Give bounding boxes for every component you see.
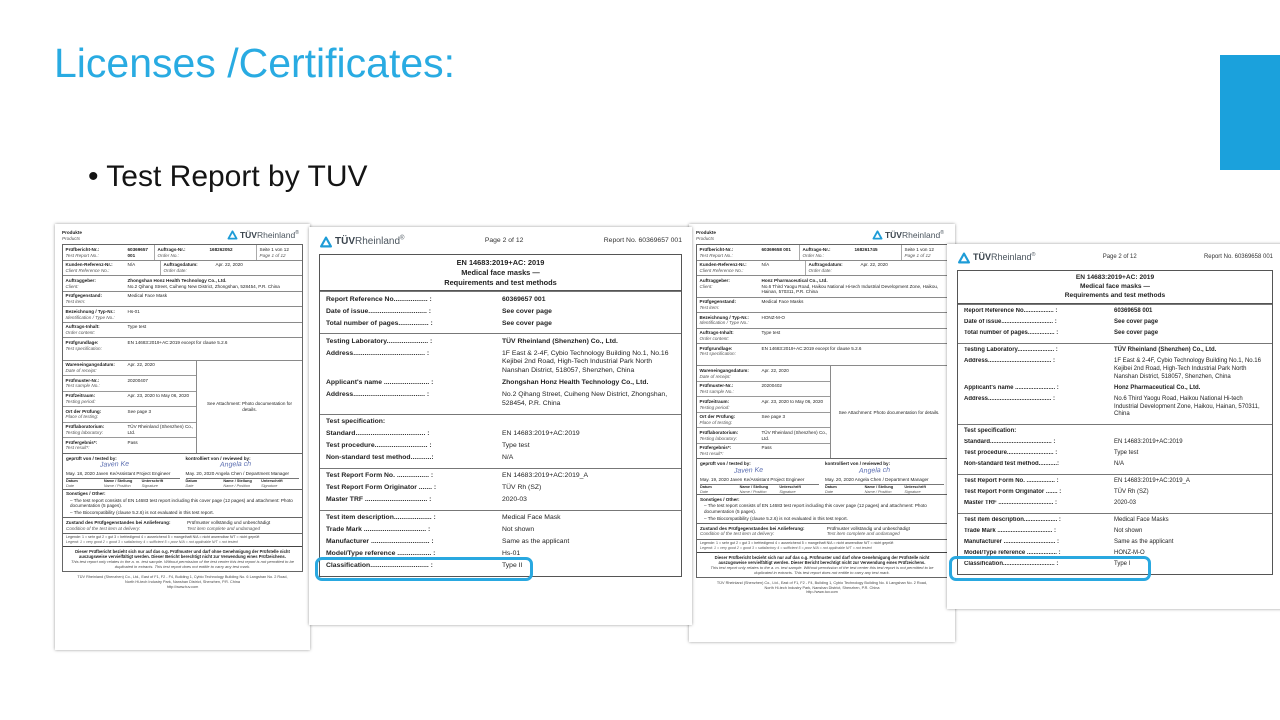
receipt-date-value: Apr. 22, 2020 xyxy=(761,367,789,373)
produkte-label: Produkte Products xyxy=(62,230,82,241)
table-row: Bezeichnung / Typ-Nr.: Identification / Type No.: HONZ-M-O xyxy=(697,312,947,327)
cover-table xyxy=(62,244,303,572)
disclaimer-section: Dieser Prüfbericht bezieht sich nur auf das o.g. Prüfmuster und darf ohne Genehmigung der Prüfstelle nicht auszugsweise vervielfältigt werden. Dieser Bericht berechtigt nicht zur Verwendung eines Prüfzeichens. This test report only relates to the a. m. test sample. Without permission of the test center this test report is not permitted to be duplicated in extracts. This test report does not entitle to carry any test mark. xyxy=(63,546,302,572)
reviewed-signature: Angela ch xyxy=(219,461,251,470)
other-section: Sonstiges / Other: – The test report consists of EN 14683 test report including this cover page (12 pages) and attachment: Photo documentation (5 pages). – The Biocompatibility (clause 5.2.6) is not evaluated in this test report. xyxy=(697,494,947,523)
applicant-address-value: No.2 Qihang Street, Cuiheng New District, Zhongshan, 528454, P.R. China xyxy=(502,391,668,408)
result-value: Pass xyxy=(127,439,138,445)
test-item-value: Medical Face Mask xyxy=(127,293,168,299)
tuv-rheinland-logo: TÜVRheinland® xyxy=(872,230,944,241)
nonstd-value: N/A xyxy=(1114,461,1125,468)
table-row: Auftrags-Inhalt: Order content: Type test xyxy=(697,328,947,343)
reference-group: Report Reference No.................. : 60369657 001 Date of issue............................... : See cover page Total number of pages................ : See cover page xyxy=(320,291,681,333)
result-value: Pass xyxy=(761,445,772,451)
total-pages-value: See cover page xyxy=(502,319,552,327)
laboratory-group: Testing Laboratory...................... : TÜV Rheinland (Shenzhen) Co., Ltd. Address...................................... : 1F East & 2-4F, Cybio Technology Building No.1, No.16 Kejibei 2nd Road, High-Tech Industrial Park North Nanshan District, 518057, Shenzhen, China Applicant's name ........................ : Honz Pharmaceutical Co., Ltd. Address...................................... : No.6 Third Yaogu Road, Haikou National Hi-tech Industrial Development Zone, Haikou, Hainan, 570311, China xyxy=(958,343,1272,424)
type-no-value: HONZ-M-O xyxy=(761,314,785,320)
procedure-value: Type test xyxy=(1114,450,1139,457)
receipt-date-value: Apr. 22, 2020 xyxy=(127,362,155,368)
classification-value: Type I xyxy=(1114,561,1131,568)
tuv-triangle-icon xyxy=(872,230,883,240)
lab-value: TÜV Rheinland (Shenzhen) Co., Ltd. xyxy=(127,424,194,435)
cover-header xyxy=(696,230,948,241)
reviewed-line: May. 20, 2020 Angela Chen / Department Manager xyxy=(825,477,929,483)
form-group: Test Report Form No. ................. : EN 14683:2019+AC:2019_A Test Report Form Originator ....... : TÜV Rh (SZ) Master TRF ................................. : 2020-03 xyxy=(320,468,681,510)
model-ref-value: HONZ-M-O xyxy=(1114,550,1145,557)
item-desc-value: Medical Face Masks xyxy=(1114,517,1169,524)
client-address: No.2 Qihang Street, Cuiheng New District, Zhongshan, 528454, P.R. China xyxy=(127,283,280,289)
test-spec-group: Test specification: Standard..................................... : EN 14683:2019+AC:2019 Test procedure............................ : Type test Non-standard test method...........: N/A xyxy=(320,414,681,468)
tested-line: May. 19, 2020 Javen Ke/Assistant Project Engineer xyxy=(700,477,805,483)
tuv-test-report-page2 xyxy=(947,244,1280,609)
manufacturer-value: Same as the applicant xyxy=(502,538,570,546)
form-no-value: EN 14683:2019+AC:2019_A xyxy=(1114,478,1190,485)
tested-signature: Javen Ke xyxy=(733,466,764,475)
client-name: Honz Pharmaceutical Co., Ltd. xyxy=(761,277,828,283)
tuv-test-report-cover-page xyxy=(689,224,955,642)
cover-table xyxy=(696,244,948,578)
master-trf-value: 2020-03 xyxy=(502,496,527,504)
laboratory-group: Testing Laboratory...................... : TÜV Rheinland (Shenzhen) Co., Ltd. Address...................................... : 1F East & 2-4F, Cybio Technology Building No.1, No.16 Kejibei 2nd Road, High-Tech Industrial Park North Nanshan District, 518057, Shenzhen, China Applicant's name ........................ : Zhongshan Honz Health Technology Co., Ltd. Address...................................... : No.2 Qihang Street, Cuiheng New District, Zhongshan, 528454, P.R. China xyxy=(320,333,681,414)
standard-value: EN 14683:2019+AC:2019 xyxy=(1114,439,1183,446)
condition-section: Zustand des Prüfgegenstandes bei Anlieferung: Condition of the test item at delivery: Prüfmuster vollständig und unbeschädigt Test item complete and undamaged xyxy=(63,517,302,532)
classification-row: Classification............................... : Type II xyxy=(320,561,681,573)
master-trf-value: 2020-03 xyxy=(1114,500,1137,507)
client-address: No.6 Third Yaogu Road, Haikou National Hi-tech Industrial Development Zone, Haikou, Hainan, 570311, P.R. China xyxy=(761,283,939,295)
order-date-value: Apr. 22, 2020 xyxy=(860,262,888,268)
model-ref-value: Hs-01 xyxy=(502,550,521,558)
order-content-value: Type test xyxy=(127,324,147,330)
tuv-triangle-icon xyxy=(957,252,971,264)
trademark-value: Not shown xyxy=(1114,528,1143,535)
order-no-value: 168261745 xyxy=(854,246,878,252)
spacer xyxy=(63,353,302,360)
lab-value: TÜV Rheinland (Shenzhen) Co., Ltd. xyxy=(1114,347,1217,354)
item-group: Test item description.................... : Medical Face Masks Trade Mark ................................. : Not shown Manufacturer ............................... : Same as the applicant Model/Type reference .................. : HONZ-M-O Classification............................... : Type I xyxy=(958,513,1272,574)
standard-value: EN 14683:2019+AC:2019 xyxy=(502,430,580,438)
receipt-block: Wareneingangsdatum: Date of receipt: Apr. 22, 2020 Prüfmuster-Nr.: Test sample No.: 20200407 Prüfzeitraum: Testing period: Apr. 23, 2020 to May 06, 2020 Ort der Prüfung: Place of testing: See page 3 Prüflaboratorium: Testing laboratory: TÜV Rheinland (Shenzhen) Co., Ltd. Prüfergebnis*: Test result*: Pass See Attachment: Photo documentation for details. xyxy=(63,360,302,453)
cover-header xyxy=(62,230,303,241)
tuv-test-report-cover-page xyxy=(55,224,310,650)
legend-section: Legende: 1 = sehr gut 2 = gut 3 = befriedigend 4 = ausreichend 5 = mangelhaft N/A = nicht anwendbar N/T = nicht geprüft Legend: 1 = very good 2 = good 3 = satisfactory 4 = sufficient 5 = poor N/A = not applicable N/T = not tested xyxy=(697,539,947,552)
cover-footer: TÜV Rheinland (Shenzhen) Co., Ltd., East of F1, F2 - F4, Building 1, Cybio Technology Building No. 6 Langshan No. 2 Road, North Hi-tech Industry Park, Nanshan District, Shenzhen, P.R. China http://www.tuv.com xyxy=(77,574,288,589)
originator-value: TÜV Rh (SZ) xyxy=(1114,489,1149,496)
table-row: Prüfgrundlage: Test specification: EN 14683:2019+AC:2019 except for clause 5.2.6 xyxy=(697,343,947,358)
page-title: Licenses /Certificates: xyxy=(54,40,456,86)
place-value: See page 3 xyxy=(127,408,152,414)
page2-header xyxy=(319,235,682,248)
report-ref-value: 60369658 001 xyxy=(1114,308,1153,315)
report-number: Report No. 60369657 001 xyxy=(603,237,682,245)
report-number: Report No. 60369658 001 xyxy=(1203,254,1273,261)
table-row: Auftraggeber: Client: Zhongshan Honz Health Technology Co., Ltd. No.2 Qihang Street, Cuiheng New District, Zhongshan, 528454, P.R. China xyxy=(63,275,302,290)
tuv-triangle-icon xyxy=(227,230,238,240)
table-row: Prüfgrundlage: Test specification: EN 14683:2019+AC:2019 except for clause 5.2.6 xyxy=(63,337,302,352)
spacer xyxy=(697,358,947,365)
order-date-value: Apr. 22, 2020 xyxy=(215,262,243,268)
table-row: Prüfbericht-Nr.: Test Report No.: 60369657 001 Auftrags-Nr.: Order No.: 168262052 Seite 1 von 12 Page 1 of 12 xyxy=(63,245,302,259)
bullet-item: • Test Report by TUV xyxy=(88,160,368,193)
lab-value: TÜV Rheinland (Shenzhen) Co., Ltd. xyxy=(761,429,828,441)
receipt-block: Wareneingangsdatum: Date of receipt: Apr. 22, 2020 Prüfmuster-Nr.: Test sample No.: 20200402 Prüfzeitraum: Testing period: Apr. 23, 2020 to May 06, 2020 Ort der Prüfung: Place of testing: See page 3 Prüflaboratorium: Testing laboratory: TÜV Rheinland (Shenzhen) Co., Ltd. Prüfergebnis*: Test result*: Pass See Attachment: Photo documentation for details. xyxy=(697,365,947,458)
test-item-value: Medical Face Masks xyxy=(761,299,804,305)
disclaimer-section: Dieser Prüfbericht bezieht sich nur auf das o.g. Prüfmuster und darf ohne Genehmigung der Prüfstelle nicht auszugsweise vervielfältigt werden. Dieser Bericht berechtigt nicht zur Verwendung eines Prüfzeichens. This test report only relates to the a. m. test sample. Without permission of the test center this test report is not permitted to be duplicated in extracts. This test report does not entitle to carry any test mark. xyxy=(697,552,947,578)
tuv-rheinland-logo: TÜVRheinland® xyxy=(319,235,404,248)
lab-address-value: 1F East & 2-4F, Cybio Technology Building No.1, No.16 Kejibei 2nd Road, High-Tech Industrial Park North Nanshan District, 518057, Shenzhen, China xyxy=(502,349,669,375)
classification-row: Classification............................... : Type I xyxy=(958,560,1272,571)
standard-title: EN 14683:2019+AC: 2019 Medical face masks — Requirements and test methods xyxy=(958,271,1272,304)
type-no-value: Hs-01 xyxy=(127,308,140,314)
table-row: Auftrags-Inhalt: Order content: Type test xyxy=(63,322,302,337)
test-spec-value: EN 14683:2019+AC:2019 except for clause 5.2.6 xyxy=(127,339,228,345)
report-no-value: 60369658 001 xyxy=(761,246,791,252)
reviewed-signature: Angela ch xyxy=(858,466,891,475)
trademark-value: Not shown xyxy=(502,526,535,534)
reference-group: Report Reference No.................. : 60369658 001 Date of issue............................... : See cover page Total number of pages................ : See cover page xyxy=(958,304,1272,343)
table-row: Kunden-Referenz-Nr.: Client Reference No.: N/A Auftragsdatum: Order date: Apr. 22, 2020 xyxy=(697,260,947,275)
test-spec-group: Test specification: Standard..................................... : EN 14683:2019+AC:2019 Test procedure............................ : Type test Non-standard test method...........: N/A xyxy=(958,424,1272,474)
originator-value: TÜV Rh (SZ) xyxy=(502,484,542,492)
testing-period-value: Apr. 23, 2020 to May 06, 2020 xyxy=(761,398,824,404)
page-number: Page 2 of 12 xyxy=(1102,254,1137,261)
table-row: Prüfbericht-Nr.: Test Report No.: 60369658 001 Auftrags-Nr.: Order No.: 168261745 Seite 1 von 12 Page 1 of 12 xyxy=(697,245,947,259)
total-pages-value: See cover page xyxy=(1114,330,1159,337)
page-number: Page 2 of 12 xyxy=(484,237,524,245)
procedure-value: Type test xyxy=(502,442,530,450)
client-ref-value: N/A xyxy=(127,262,136,268)
table-row: Prüfgegenstand: Test item: Medical Face Masks xyxy=(697,297,947,312)
nonstd-value: N/A xyxy=(502,454,514,462)
report-no-value: 60369657 001 xyxy=(127,246,148,258)
lab-value: TÜV Rheinland (Shenzhen) Co., Ltd. xyxy=(502,337,618,345)
tested-signature: Javen Ke xyxy=(99,461,130,470)
applicant-address-value: No.6 Third Yaogu Road, Haikou National Hi-tech Industrial Development Zone, Haikou, Hainan, 570311, China xyxy=(1114,395,1260,418)
attachment-note: See Attachment: Photo documentation for details. xyxy=(196,361,302,453)
client-ref-value: N/A xyxy=(761,262,770,268)
reviewed-line: May. 20, 2020 Angela Chen / Department Manager xyxy=(185,471,290,477)
report-ref-value: 60369657 001 xyxy=(502,295,546,303)
table-row: Prüfgegenstand: Test item: Medical Face Mask xyxy=(63,291,302,306)
tested-line: May. 18, 2020 Javen Ke/Assistant Project Engineer xyxy=(66,471,171,477)
item-group: Test item description.................... : Medical Face Mask Trade Mark ................................. : Not shown Manufacturer ............................... : Same as the applicant Model/Type reference .................. : Hs-01 Classification............................... : Type II xyxy=(320,510,681,576)
corner-accent-rectangle xyxy=(1220,55,1280,170)
tuv-rheinland-logo: TÜVRheinland® xyxy=(227,230,299,241)
produkte-label: Produkte Products xyxy=(696,230,716,241)
condition-section: Zustand des Prüfgegenstandes bei Anlieferung: Condition of the test item at delivery: Prüfmuster vollständig und unbeschädigt Test item complete and undamaged xyxy=(697,523,947,538)
signature-block: geprüft von / tested by: Javen Ke May. 19, 2020 Javen Ke/Assistant Project Engineer Datum Date Name / Stellung Name / Position Unterschrift Signature kontrolliert von / reviewed by: Angela ch May. 20, 2020 Angela Chen / Department Manager Datum Date Name / Stellung Name / Position Unterschrift Signature xyxy=(697,458,947,494)
other-section: Sonstiges / Other: – The test report consists of EN 14683 test report including this cover page (12 pages) and attachment: Photo documentation (5 pages). – The Biocompatibility (clause 5.2.6) is not evaluated in this test report. xyxy=(63,489,302,518)
form-no-value: EN 14683:2019+AC:2019_A xyxy=(502,472,588,480)
item-desc-value: Medical Face Mask xyxy=(502,514,561,522)
client-name: Zhongshan Honz Health Technology Co., Ltd. xyxy=(127,277,227,283)
applicant-value: Zhongshan Honz Health Technology Co., Ltd. xyxy=(502,379,649,387)
table-row: Bezeichnung / Typ-Nr.: Identification / Type No.: Hs-01 xyxy=(63,306,302,321)
page2-header xyxy=(957,252,1273,264)
tuv-triangle-icon xyxy=(319,236,333,248)
cover-footer: TÜV Rheinland (Shenzhen) Co., Ltd., East of F1, F2 - F4, Building 1, Cybio Technology Building No. 6 Langshan No. 2 Road, North Hi-tech Industry Park, Nanshan District, Shenzhen, P.R. China http://www.tuv.com xyxy=(716,580,928,595)
place-value: See page 3 xyxy=(761,414,786,420)
standard-title: EN 14683:2019+AC: 2019 Medical face masks — Requirements and test methods xyxy=(320,255,681,291)
date-of-issue-value: See cover page xyxy=(1114,319,1159,326)
signature-block: geprüft von / tested by: Javen Ke May. 18, 2020 Javen Ke/Assistant Project Engineer Datum Date Name / Stellung Name / Position Unterschrift Signature kontrolliert von / reviewed by: Angela ch May. 20, 2020 Angela Chen / Department Manager Datum Date Name / Stellung Name / Position Unterschrift Signature xyxy=(63,453,302,489)
sample-no-value: 20200402 xyxy=(761,383,782,389)
table-row: Kunden-Referenz-Nr.: Client Reference No.: N/A Auftragsdatum: Order date: Apr. 22, 2020 xyxy=(63,260,302,275)
tuv-rheinland-logo: TÜVRheinland® xyxy=(957,252,1036,264)
attachment-note: See Attachment: Photo documentation for details. xyxy=(830,366,947,458)
sample-no-value: 20200407 xyxy=(127,377,148,383)
page2-table xyxy=(319,254,682,577)
classification-value: Type II xyxy=(502,562,523,570)
form-group: Test Report Form No. ................. : EN 14683:2019+AC:2019_A Test Report Form Originator ....... : TÜV Rh (SZ) Master TRF ................................. : 2020-03 xyxy=(958,474,1272,513)
table-row: Auftraggeber: Client: Honz Pharmaceutical Co., Ltd. No.6 Third Yaogu Road, Haikou National Hi-tech Industrial Development Zone, Haikou, Hainan, 570311, P.R. China xyxy=(697,275,947,296)
tuv-test-report-page2 xyxy=(309,227,692,625)
page2-table xyxy=(957,270,1273,575)
test-spec-value: EN 14683:2019+AC:2019 except for clause 5.2.6 xyxy=(761,345,862,351)
legend-section: Legende: 1 = sehr gut 2 = gut 3 = befriedigend 4 = ausreichend 5 = mangelhaft N/A = nicht anwendbar N/T = nicht geprüft Legend: 1 = very good 2 = good 3 = satisfactory 4 = sufficient 5 = poor N/A = not applicable N/T = not tested xyxy=(63,533,302,546)
date-of-issue-value: See cover page xyxy=(502,307,552,315)
lab-address-value: 1F East & 2-4F, Cybio Technology Building No.1, No.16 Kejibei 2nd Road, High-Tech Industrial Park North Nanshan District, 518057, Shenzhen, China xyxy=(1114,358,1261,380)
testing-period-value: Apr. 23, 2020 to May 06, 2020 xyxy=(127,393,190,399)
order-no-value: 168262052 xyxy=(209,246,233,252)
manufacturer-value: Same as the applicant xyxy=(1114,539,1174,546)
applicant-value: Honz Pharmaceutical Co., Ltd. xyxy=(1114,384,1201,391)
order-content-value: Type test xyxy=(761,330,781,336)
